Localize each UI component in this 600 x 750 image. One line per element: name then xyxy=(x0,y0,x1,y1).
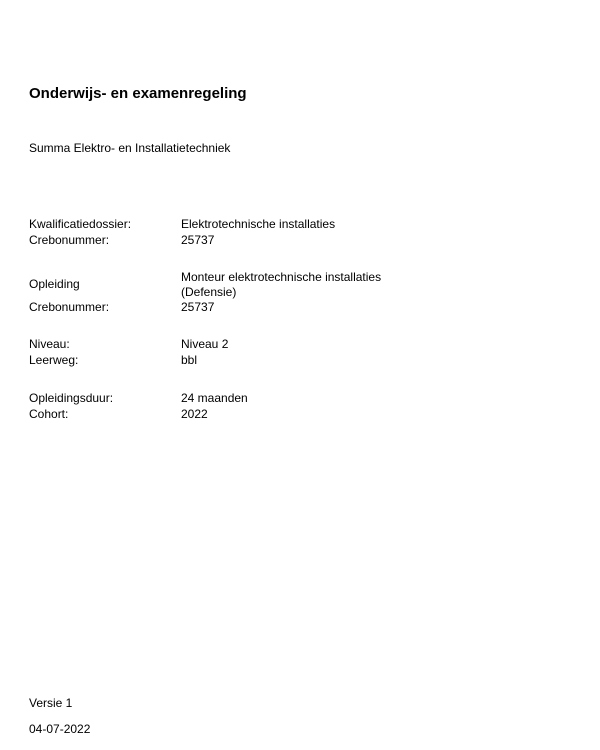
field-value: 24 maanden xyxy=(181,391,248,405)
field-value: Niveau 2 xyxy=(181,337,229,351)
field-label: Cohort: xyxy=(29,407,69,421)
field-label: Crebonummer: xyxy=(29,300,110,314)
version-text: Versie 1 xyxy=(29,696,73,710)
field-label: Kwalificatiedossier: xyxy=(29,217,132,231)
field-value: 25737 xyxy=(181,300,215,314)
field-value: 2022 xyxy=(181,407,208,421)
document-title: Onderwijs- en examenregeling xyxy=(29,85,247,102)
field-label: Opleidingsduur: xyxy=(29,391,114,405)
field-value: Elektrotechnische installaties xyxy=(181,217,336,231)
field-value-line2: (Defensie) xyxy=(181,285,237,299)
field-label: Leerweg: xyxy=(29,353,79,367)
date-text: 04-07-2022 xyxy=(29,722,91,736)
field-opleiding xyxy=(29,270,449,300)
field-value: 25737 xyxy=(181,233,215,247)
field-value-line1: Monteur elektrotechnische installaties xyxy=(181,270,382,284)
field-value: bbl xyxy=(181,353,198,367)
field-label: Niveau: xyxy=(29,337,70,351)
field-label: Opleiding xyxy=(29,277,80,291)
document-subtitle: Summa Elektro- en Installatietechniek xyxy=(29,141,231,155)
field-label: Crebonummer: xyxy=(29,233,110,247)
